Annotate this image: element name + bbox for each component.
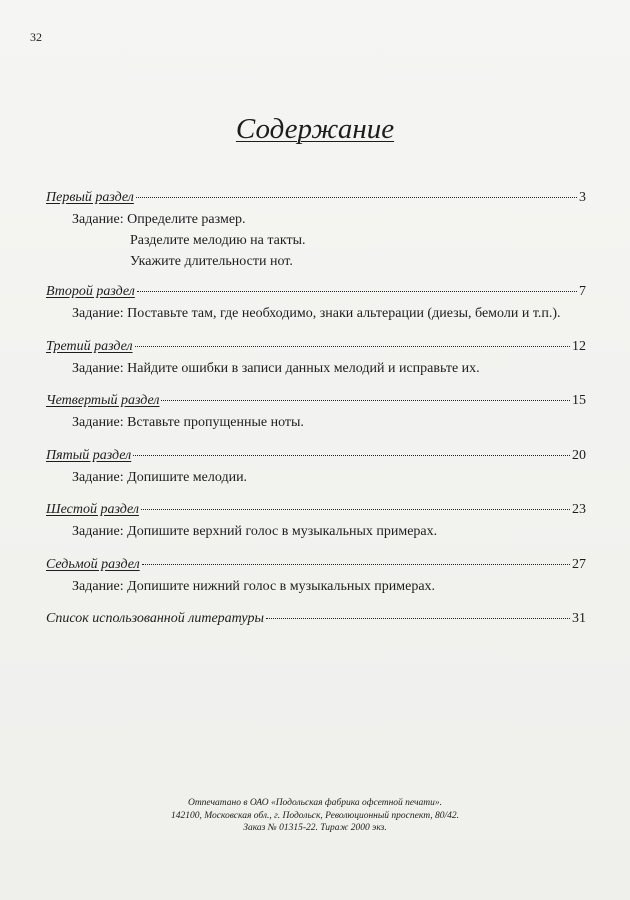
- dot-leader: [266, 617, 570, 619]
- task-text: [72, 524, 592, 540]
- task-prefix: Задание:: [72, 470, 124, 485]
- toc-entry[interactable]: [46, 448, 586, 466]
- toc-entry[interactable]: [46, 611, 586, 629]
- page-title: Содержание: [235, 113, 395, 145]
- toc-entry-page: 23: [572, 502, 586, 517]
- task-line: Определите размер.: [127, 212, 246, 227]
- imprint: [0, 797, 630, 835]
- toc-entry-page: 7: [579, 284, 586, 299]
- toc-entry-label[interactable]: Третий раздел: [46, 339, 133, 354]
- task-prefix: Задание:: [72, 212, 124, 227]
- dot-leader: [137, 290, 577, 292]
- toc-entry-label[interactable]: Четвертый раздел: [46, 393, 160, 408]
- toc-entry-label[interactable]: Седьмой раздел: [46, 557, 140, 572]
- toc-entry-page: 15: [572, 393, 586, 408]
- task-prefix: Задание:: [72, 306, 124, 321]
- toc-entry-label[interactable]: Список использованной литературы: [46, 611, 264, 626]
- toc-entry-label[interactable]: Первый раздел: [46, 190, 134, 205]
- dot-leader: [161, 399, 570, 401]
- task-line: Допишите нижний голос в музыкальных примерах.: [127, 579, 436, 594]
- task-prefix: Задание:: [72, 579, 124, 594]
- task-line: Вставьте пропущенные ноты.: [127, 415, 304, 430]
- task-line: Найдите ошибки в записи данных мелодий и исправьте их.: [127, 361, 480, 376]
- task-text: [72, 361, 592, 377]
- dot-leader: [135, 345, 570, 347]
- toc-entry[interactable]: [46, 502, 586, 520]
- task-text: [72, 212, 592, 228]
- task-line: Разделите мелодию на такты.: [130, 233, 306, 248]
- toc-entry-label[interactable]: Пятый раздел: [46, 448, 132, 463]
- toc-entry[interactable]: [46, 393, 586, 411]
- imprint-line: 142100, Московская обл., г. Подольск, Революционный проспект, 80/42.: [170, 810, 460, 821]
- toc-entry-page: 31: [572, 611, 586, 626]
- toc-entry[interactable]: [46, 339, 586, 357]
- dot-leader: [133, 454, 570, 456]
- task-line: Допишите верхний голос в музыкальных примерах.: [127, 524, 438, 539]
- dot-leader: [136, 196, 577, 198]
- page-number: 32: [30, 30, 42, 44]
- dot-leader: [142, 563, 570, 565]
- task-prefix: Задание:: [72, 524, 124, 539]
- task-text: [72, 306, 592, 322]
- toc-entry-page: 3: [579, 190, 586, 205]
- task-text: [72, 470, 592, 486]
- imprint-line: Отпечатано в ОАО «Подольская фабрика офсетной печати».: [187, 798, 443, 808]
- toc-entry-page: 20: [572, 448, 586, 463]
- task-prefix: Задание:: [72, 361, 124, 376]
- toc-entry-label[interactable]: Шестой раздел: [46, 502, 139, 517]
- task-line: Допишите мелодии.: [127, 470, 248, 485]
- task-line: Укажите длительности нот.: [130, 254, 293, 269]
- toc-entry-page: 27: [572, 557, 586, 572]
- task-text: [72, 579, 592, 595]
- toc-entry-label[interactable]: Второй раздел: [46, 284, 135, 299]
- task-line: Поставьте там, где необходимо, знаки альтерации (диезы, бемоли и т.п.).: [127, 306, 561, 321]
- toc-entry[interactable]: [46, 284, 586, 302]
- toc-entry[interactable]: [46, 557, 586, 575]
- dot-leader: [141, 508, 570, 510]
- imprint-line: Заказ № 01315-22. Тираж 2000 экз.: [243, 823, 387, 833]
- toc-entry-page: 12: [572, 339, 586, 354]
- task-prefix: Задание:: [72, 415, 124, 430]
- task-text: [72, 415, 592, 431]
- toc-entry[interactable]: [46, 190, 586, 208]
